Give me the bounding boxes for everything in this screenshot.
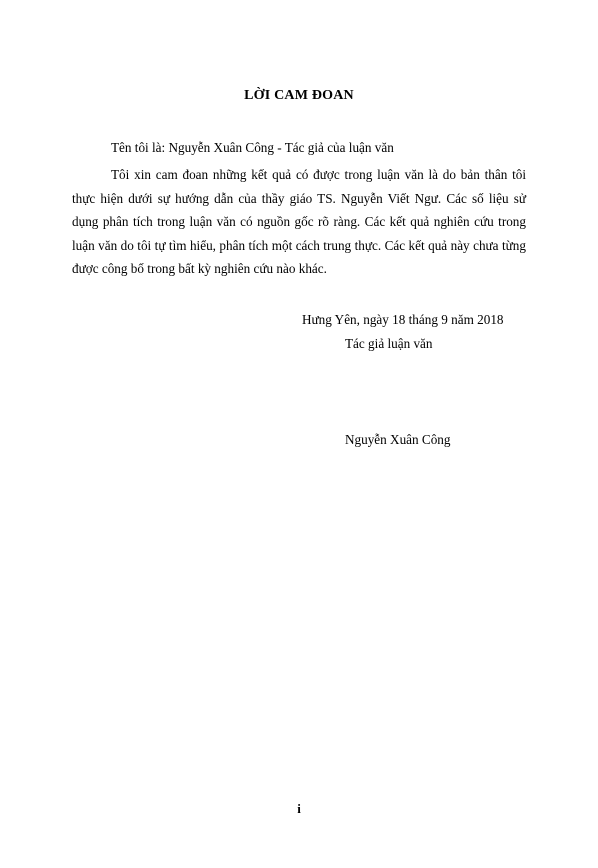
place-date-line: Hưng Yên, ngày 18 tháng 9 năm 2018 <box>302 312 504 327</box>
page-number: i <box>297 801 301 816</box>
document-title: LỜI CAM ĐOAN <box>244 88 354 103</box>
declaration-paragraph: Tôi xin cam đoan những kết quả có được trong luận văn là do bản thân tôi thực hiện dưới sự hướng dẫn của thầy giáo TS. Nguyễn Viết Ngư. Các số liệu sử dụng phân tích trong luận văn có nguồn gốc rõ ràng. Các kết quả nghiên cứu trong luận văn do tôi tự tìm hiểu, phân tích một cách trung thực. Các kết quả này chưa từng được công bố trong bất kỳ nghiên cứu nào khác. <box>72 167 526 277</box>
author-intro-line: Tên tôi là: Nguyễn Xuân Công - Tác giả của luận văn <box>111 140 394 155</box>
author-role-label: Tác giả luận văn <box>345 336 433 351</box>
author-signature-name: Nguyễn Xuân Công <box>345 432 451 447</box>
